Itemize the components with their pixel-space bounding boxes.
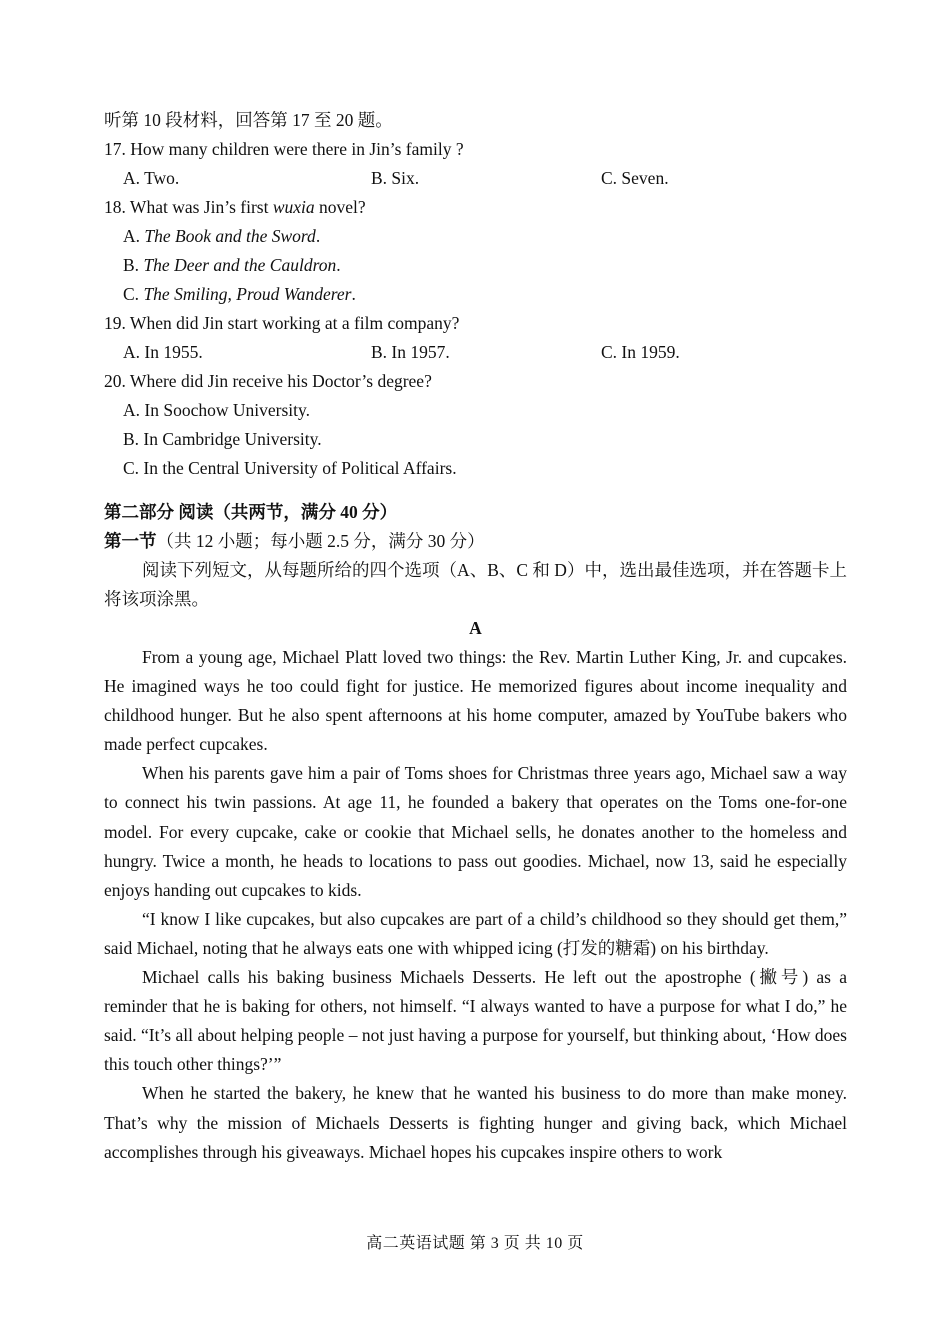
option-a: A. In Soochow University. xyxy=(123,400,310,420)
question-17: 17. How many children were there in Jin’s family ? xyxy=(104,139,464,159)
passage-paragraph: “I know I like cupcakes, but also cupcakes are part of a child’s childhood so they should get them,” said Michael, noting that he always eats one with whipped icing (打发的糖霜) on his birthday. xyxy=(104,908,847,958)
option-b: B. Six. xyxy=(371,168,420,188)
question-19: 19. When did Jin start working at a film company? xyxy=(104,313,460,333)
reading-instruction: 阅读下列短文，从每题所给的四个选项（A、B、C 和 D）中，选出最佳选项，并在答题卡上将该项涂黑。 xyxy=(104,560,847,609)
option-b: B. In 1957. xyxy=(371,342,450,362)
option-c: C. In the Central University of Political Affairs. xyxy=(123,458,457,478)
passage-paragraph: Michael calls his baking business Michaels Desserts. He left out the apostrophe (撇号) as a reminder that he is baking for others, not himself. “I always wanted to have a purpose for what I do,” he said. “It’s all about helping people – not just having a purpose for yourself, but thinking about, ‘How does this touch other things?’” xyxy=(104,967,847,1075)
passage-paragraph: When he started the bakery, he knew that he wanted his business to do more than make money. That’s why the mission of Michaels Desserts is fighting hunger and giving back, which Michael accomplishes through his giveaways. Michael hopes his cupcakes inspire others to work xyxy=(104,1083,847,1162)
reading-part-title: 第二部分 阅读（共两节，满分 40 分） xyxy=(104,502,398,522)
passage-paragraph: When his parents gave him a pair of Toms shoes for Christmas three years ago, Michael saw a way to connect his twin passions. At age 11, he founded a bakery that operates on the Toms one-for-one model. For every cupcake, cake or cookie that Michael sells, he donates another to the homeless and hungry. Twice a month, he heads to locations to pass out goodies. Michael, now 13, said he especially enjoys handing out cupcakes to kids. xyxy=(104,763,847,900)
question-19-options xyxy=(104,338,847,367)
option-c: C. In 1959. xyxy=(601,342,680,362)
question-18: 18. What was Jin’s first wuxia novel? xyxy=(104,197,366,217)
option-b: B. In Cambridge University. xyxy=(123,429,322,449)
reading-section-title: 第一节（共 12 小题；每小题 2.5 分，满分 30 分） xyxy=(104,531,485,551)
page-footer: 高二英语试题 第 3 页 共 10 页 xyxy=(366,1235,584,1252)
option-a: A. Two. xyxy=(123,168,180,188)
question-17-options xyxy=(104,164,847,193)
option-c: C. Seven. xyxy=(601,168,669,188)
question-20: 20. Where did Jin receive his Doctor’s degree? xyxy=(104,371,432,391)
passage-label: A xyxy=(469,618,482,638)
option-b: B. The Deer and the Cauldron. xyxy=(123,255,341,275)
option-a: A. In 1955. xyxy=(123,342,203,362)
exam-page xyxy=(104,106,847,1167)
listening-header: 听第 10 段材料，回答第 17 至 20 题。 xyxy=(104,110,393,130)
passage-paragraph: From a young age, Michael Platt loved two things: the Rev. Martin Luther King, Jr. and cupcakes. He imagined ways he too could fight for justice. He memorized figures about income inequality and childhood hunger. But he also spent afternoons at his home computer, amazed by YouTube bakers who made perfect cupcakes. xyxy=(104,647,847,755)
option-a: A. The Book and the Sword. xyxy=(123,226,321,246)
option-c: C. The Smiling, Proud Wanderer. xyxy=(123,284,356,304)
